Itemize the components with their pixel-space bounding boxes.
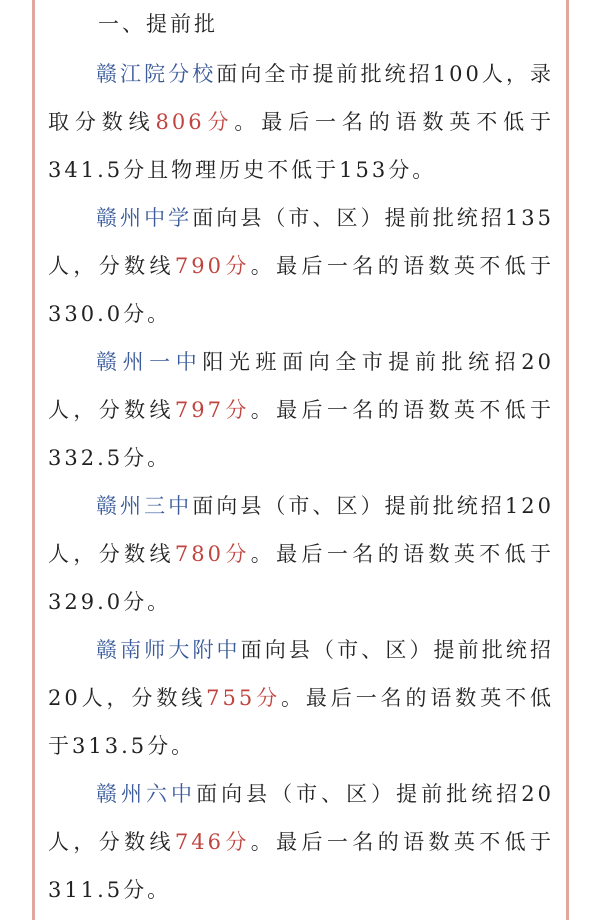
entry-text: 面向县（市、区）提前批统招20人，分数线 xyxy=(48,638,555,710)
score-line: 806分 xyxy=(155,110,235,134)
score-line: 746分 xyxy=(174,830,251,854)
entry-text: 面向县（市、区）提前批统招120人，分数线 xyxy=(48,494,554,566)
school-name: 赣州一中 xyxy=(96,350,203,374)
entry-text: 面向县（市、区）提前批统招135人，分数线 xyxy=(48,206,554,278)
school-name: 赣州中学 xyxy=(96,206,193,230)
entry-paragraph xyxy=(48,770,554,914)
score-line: 797分 xyxy=(174,398,251,422)
entry-text-tail: 。最后一名的语数英不低于332.5分。 xyxy=(48,398,555,470)
right-border-line xyxy=(566,0,569,920)
entry-paragraph xyxy=(48,626,554,770)
entry-paragraph xyxy=(48,338,554,482)
school-name: 赣州六中 xyxy=(96,782,197,806)
entry-text: 面向全市提前批统招100人，录取分数线 xyxy=(48,62,555,134)
entry-text-tail: 。最后一名的语数英不低于330.0分。 xyxy=(48,254,555,326)
entry-text-tail: 。最后一名的语数英不低于313.5分。 xyxy=(48,686,554,758)
section-heading: 一、提前批 xyxy=(98,12,218,36)
entry-paragraph xyxy=(48,50,554,194)
score-line: 780分 xyxy=(174,542,251,566)
school-name: 赣南师大附中 xyxy=(96,638,241,662)
score-line: 790分 xyxy=(174,254,251,278)
school-name: 赣州三中 xyxy=(96,494,193,518)
left-border-line xyxy=(32,0,35,920)
score-line: 755分 xyxy=(206,686,282,710)
entry-text-tail: 。最后一名的语数英不低于341.5分且物理历史不低于153分。 xyxy=(48,110,555,182)
entry-text: 阳光班面向全市提前批统招20人，分数线 xyxy=(48,350,554,422)
entry-paragraph xyxy=(48,194,554,338)
entry-text: 面向县（市、区）提前批统招20人，分数线 xyxy=(48,782,554,854)
entry-text-tail: 。最后一名的语数英不低于311.5分。 xyxy=(48,830,555,902)
entry-paragraph xyxy=(48,482,554,626)
entry-text-tail: 。最后一名的语数英不低于329.0分。 xyxy=(48,542,555,614)
school-name: 赣江院分校 xyxy=(96,62,217,86)
